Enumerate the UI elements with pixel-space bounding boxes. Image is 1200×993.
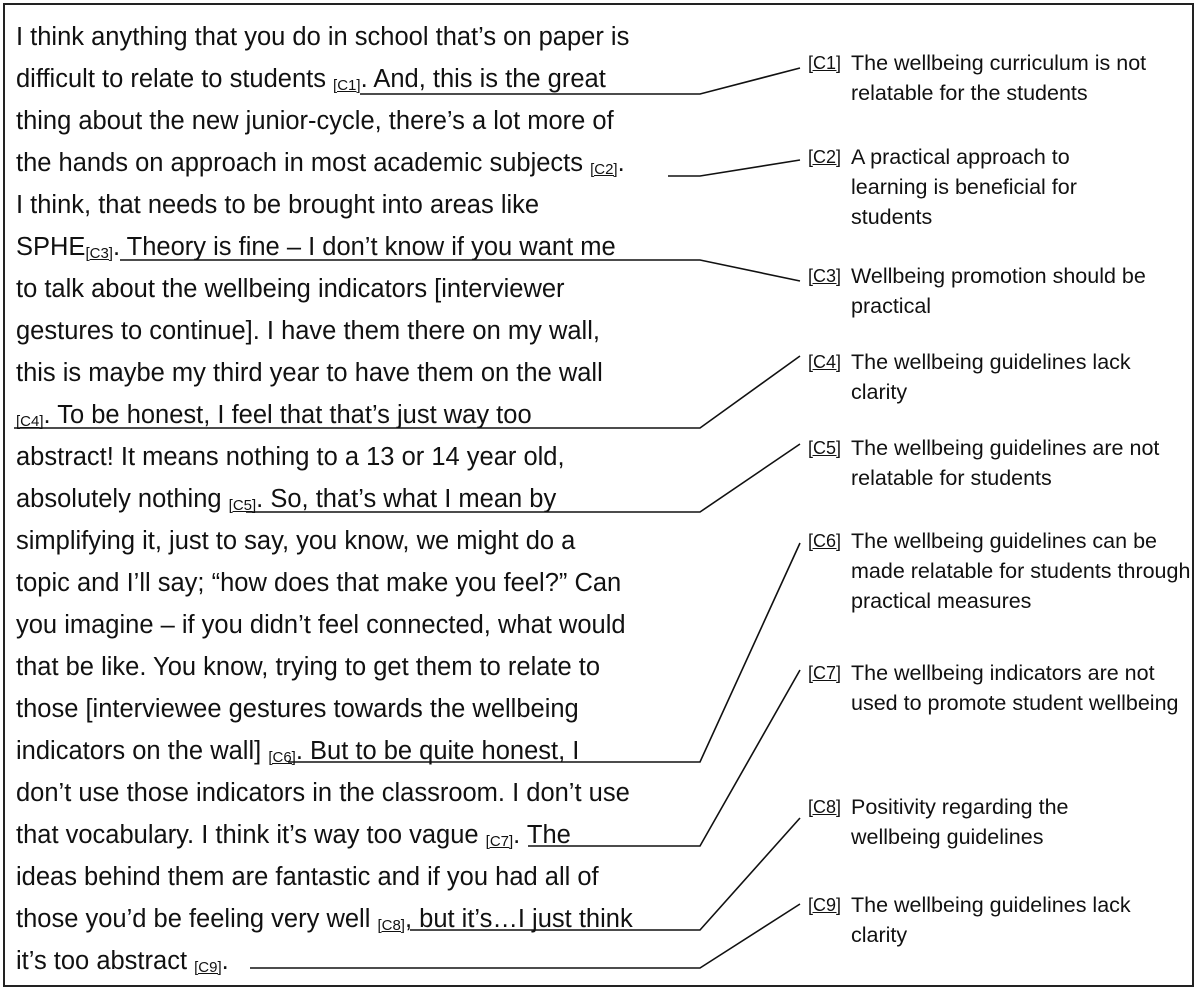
connector-c9 xyxy=(250,904,800,968)
text-segment: that be like. You know, trying to get them to relate to xyxy=(16,653,601,681)
code-id: [C2] xyxy=(808,147,842,167)
code-c4 xyxy=(808,347,1193,407)
text-segment: . xyxy=(617,149,625,177)
connector-c6 xyxy=(288,543,800,762)
code-text: The wellbeing indicators are not used to promote student wellbeing xyxy=(851,661,1179,715)
code-id: [C1] xyxy=(808,53,842,73)
text-segment: indicators on the wall] xyxy=(16,737,269,765)
code-text: A practical approach to learning is beneficial for students xyxy=(851,145,1077,229)
code-ref-c6: [C6] xyxy=(268,749,296,766)
code-text: The wellbeing guidelines lack clarity xyxy=(851,893,1131,947)
text-segment: . Theory is fine – I don’t know if you want me xyxy=(112,233,616,261)
text-segment: you imagine – if you didn’t feel connected, what would xyxy=(16,611,626,639)
code-id: [C8] xyxy=(808,797,842,817)
text-segment: . So, that’s what I mean by xyxy=(256,485,557,513)
text-segment: . And, this is the great xyxy=(360,65,606,93)
code-text: Wellbeing promotion should be practical xyxy=(851,264,1146,318)
connector-c8 xyxy=(410,818,800,930)
code-text: Positivity regarding the wellbeing guidelines xyxy=(851,795,1069,849)
code-id: [C5] xyxy=(808,438,842,458)
code-c9 xyxy=(808,890,1193,950)
code-ref-c5: [C5] xyxy=(228,497,257,514)
code-c5 xyxy=(808,433,1193,493)
code-text: The wellbeing guidelines are not relatable for students xyxy=(851,436,1160,490)
text-segment: it’s too abstract xyxy=(16,947,195,975)
text-segment: difficult to relate to students xyxy=(16,65,334,93)
code-ref-c7: [C7] xyxy=(485,833,514,850)
text-segment: . But to be quite honest, I xyxy=(295,737,580,765)
text-segment: I think, that needs to be brought into areas like xyxy=(16,191,540,219)
text-segment: gestures to continue]. I have them there on my wall, xyxy=(16,317,600,345)
text-segment: ideas behind them are fantastic and if you had all of xyxy=(16,863,599,891)
text-segment: absolutely nothing xyxy=(16,485,229,513)
text-segment: don’t use those indicators in the classroom. I don’t use xyxy=(16,779,630,807)
code-c2 xyxy=(808,142,1193,232)
code-id: [C3] xyxy=(808,266,842,286)
code-text: The wellbeing guidelines lack clarity xyxy=(851,350,1131,404)
text-segment: simplifying it, just to say, you know, we might do a xyxy=(16,527,576,555)
code-c7 xyxy=(808,658,1193,718)
text-segment: I think anything that you do in school that’s on paper is xyxy=(16,23,630,51)
text-segment: to talk about the wellbeing indicators [interviewer xyxy=(16,275,565,303)
text-segment: . xyxy=(221,947,229,975)
text-segment: . To be honest, I feel that that’s just way too xyxy=(43,401,532,429)
text-segment: SPHE xyxy=(16,233,86,261)
text-segment: topic and I’ll say; “how does that make you feel?” Can xyxy=(16,569,622,597)
code-c1 xyxy=(808,48,1193,108)
connector-c7 xyxy=(528,670,800,846)
text-segment: . The xyxy=(513,821,571,849)
code-ref-c3: [C3] xyxy=(85,245,113,262)
code-id: [C6] xyxy=(808,531,842,551)
text-segment: , but it’s…I just think xyxy=(404,905,633,933)
connector-c1 xyxy=(360,68,800,94)
connector-c4 xyxy=(14,356,800,428)
code-ref-c2: [C2] xyxy=(590,161,618,178)
text-segment: the hands on approach in most academic subjects xyxy=(16,149,591,177)
code-c3 xyxy=(808,261,1193,321)
code-ref-c9: [C9] xyxy=(194,959,222,976)
text-segment: abstract! It means nothing to a 13 or 14 year old, xyxy=(16,443,565,471)
code-c8 xyxy=(808,792,1193,852)
text-segment: that vocabulary. I think it’s way too vague xyxy=(16,821,486,849)
code-id: [C7] xyxy=(808,663,842,683)
text-segment: thing about the new junior-cycle, there’s a lot more of xyxy=(16,107,614,135)
code-ref-c4: [C4] xyxy=(16,413,44,430)
code-text: The wellbeing curriculum is not relatable for the students xyxy=(851,51,1147,105)
text-segment: those you’d be feeling very well xyxy=(16,905,378,933)
code-id: [C4] xyxy=(808,352,842,372)
code-ref-c8: [C8] xyxy=(377,917,405,934)
code-ref-c1: [C1] xyxy=(333,77,361,94)
connector-c3 xyxy=(120,260,800,281)
code-c6 xyxy=(808,526,1193,616)
text-segment: this is maybe my third year to have them on the wall xyxy=(16,359,603,387)
connector-c2 xyxy=(668,160,800,176)
connector-c5 xyxy=(246,444,800,512)
code-id: [C9] xyxy=(808,895,842,915)
text-segment: those [interviewee gestures towards the wellbeing xyxy=(16,695,579,723)
code-text: The wellbeing guidelines can be made relatable for students through practical measures xyxy=(851,529,1191,613)
